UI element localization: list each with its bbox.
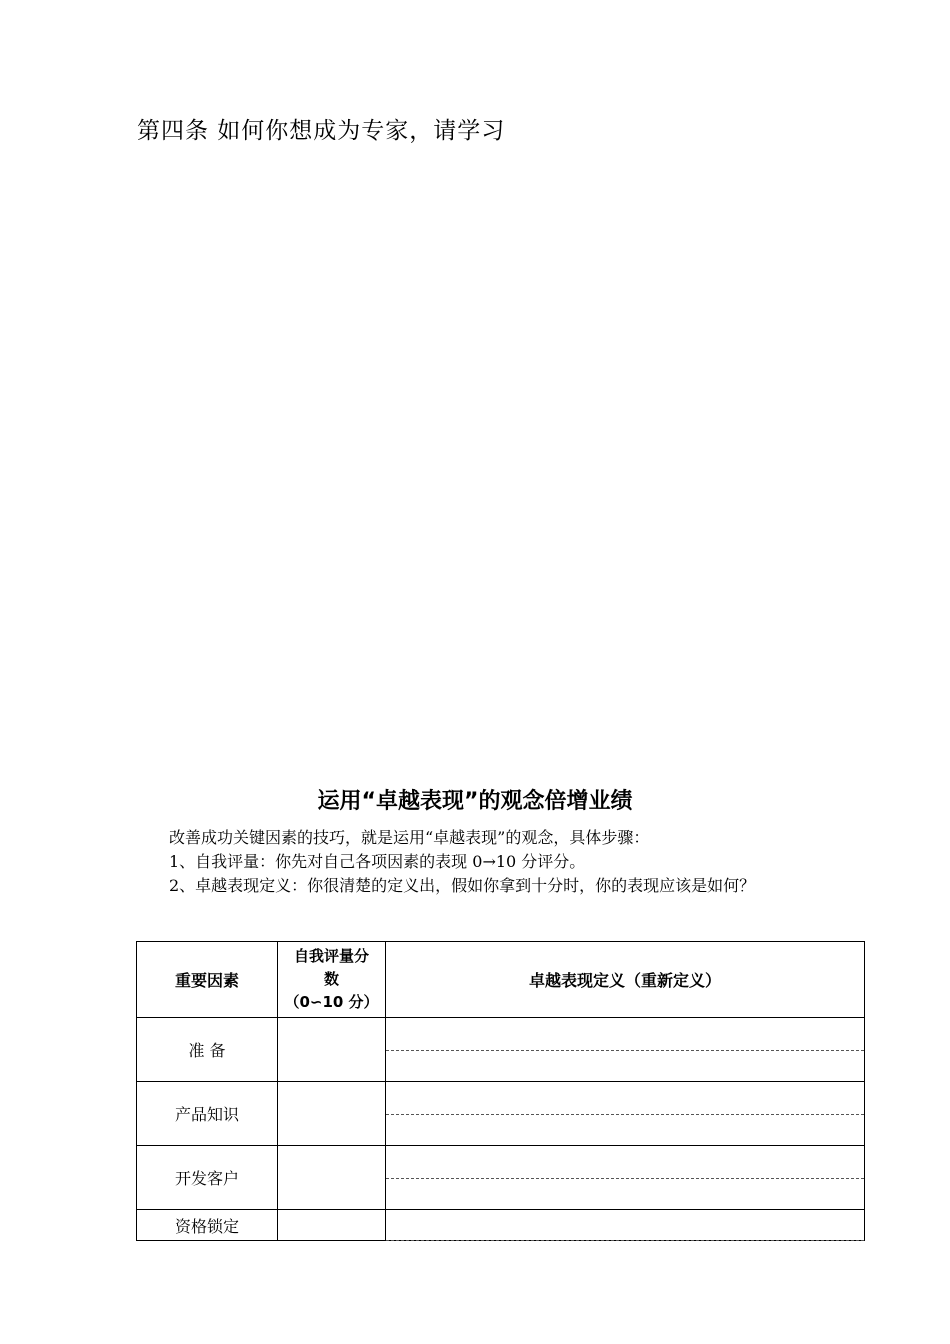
definition-cell[interactable]	[386, 1082, 865, 1146]
page-heading: 第四条 如何你想成为专家，请学习	[137, 118, 506, 144]
excellence-table	[136, 941, 865, 1241]
intro-paragraph: 改善成功关键因素的技巧，就是运用“卓越表现”的观念，具体步骤：	[169, 828, 650, 847]
header-score-line1: 自我评量分	[293, 947, 369, 965]
header-self-score	[278, 942, 386, 1018]
definition-cell[interactable]	[386, 1210, 865, 1241]
score-cell[interactable]	[278, 1210, 386, 1241]
dashed-line	[386, 1050, 864, 1051]
table-header-row	[137, 942, 865, 1018]
score-cell[interactable]	[278, 1146, 386, 1210]
header-score-line2: 数	[323, 970, 339, 988]
factor-cell: 开发客户	[137, 1146, 278, 1210]
score-cell[interactable]	[278, 1018, 386, 1082]
dashed-line	[386, 1178, 864, 1179]
step-1-paragraph: 1、自我评量：你先对自己各项因素的表现 0→10 分评分。	[169, 852, 586, 871]
dashed-line	[386, 1240, 864, 1241]
step-2-paragraph: 2、卓越表现定义：你很清楚的定义出，假如你拿到十分时，你的表现应该是如何？	[169, 876, 756, 895]
header-score-line3: （0∽10 分）	[284, 993, 379, 1011]
table-row	[137, 1210, 865, 1241]
header-factor: 重要因素	[137, 942, 278, 1018]
factor-cell: 资格锁定	[137, 1210, 278, 1241]
table-row	[137, 1146, 865, 1210]
dashed-line	[386, 1114, 864, 1115]
section-title: 运用“卓越表现”的观念倍增业绩	[317, 789, 633, 814]
score-cell[interactable]	[278, 1082, 386, 1146]
header-definition: 卓越表现定义（重新定义）	[386, 942, 865, 1018]
factor-cell: 准 备	[137, 1018, 278, 1082]
table-row	[137, 1018, 865, 1082]
definition-cell[interactable]	[386, 1018, 865, 1082]
table-row	[137, 1082, 865, 1146]
factor-cell: 产品知识	[137, 1082, 278, 1146]
definition-cell[interactable]	[386, 1146, 865, 1210]
